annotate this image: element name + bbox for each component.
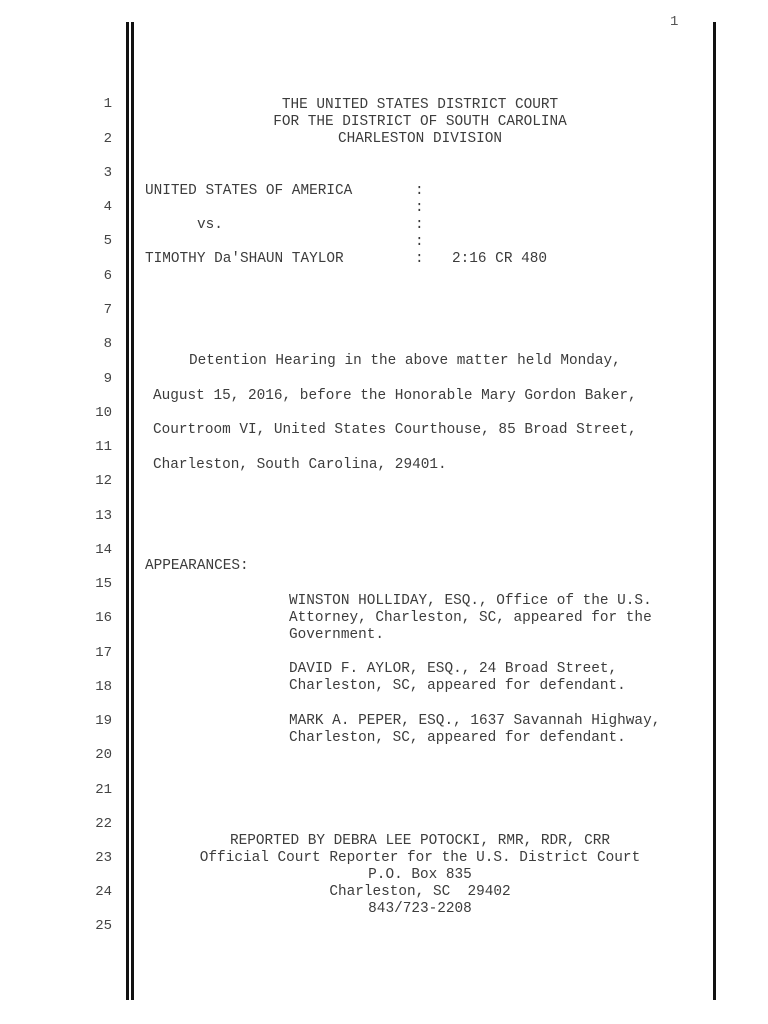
court-district: FOR THE DISTRICT OF SOUTH CAROLINA	[273, 114, 567, 130]
line-number: 25	[95, 918, 112, 934]
plaintiff-name: UNITED STATES OF AMERICA	[145, 183, 353, 199]
right-margin-rule	[713, 22, 716, 1000]
case-number: 2:16 CR 480	[452, 251, 547, 267]
court-name: THE UNITED STATES DISTRICT COURT	[281, 97, 559, 113]
caption-colon: :	[415, 251, 424, 267]
appearance-line: Government.	[289, 627, 384, 643]
appearances-heading: APPEARANCES:	[145, 558, 249, 574]
reporter-line: Charleston, SC 29402	[329, 884, 511, 900]
appearance-line: Charleston, SC, appeared for defendant.	[289, 730, 626, 746]
left-margin-rule-inner	[131, 22, 134, 1000]
appearance-line: DAVID F. AYLOR, ESQ., 24 Broad Street,	[289, 661, 618, 677]
caption-colon: :	[415, 217, 424, 233]
defendant-name: TIMOTHY Da'SHAUN TAYLOR	[145, 251, 344, 267]
line-number: 19	[95, 713, 112, 729]
line-number: 18	[95, 679, 112, 695]
appearance-line: MARK A. PEPER, ESQ., 1637 Savannah Highway,	[289, 713, 661, 729]
caption-colon: :	[415, 234, 424, 250]
line-number: 20	[95, 747, 112, 763]
appearance-line: Attorney, Charleston, SC, appeared for the	[289, 610, 652, 626]
line-number: 10	[95, 405, 112, 421]
hearing-line: August 15, 2016, before the Honorable Mary Gordon Baker,	[153, 388, 637, 404]
left-margin-rule-outer	[126, 22, 129, 1000]
appearance-line: WINSTON HOLLIDAY, ESQ., Office of the U.S.	[289, 593, 652, 609]
reporter-line: P.O. Box 835	[368, 867, 472, 883]
line-number: 6	[103, 268, 112, 284]
line-number: 8	[103, 336, 112, 352]
line-number: 3	[103, 165, 112, 181]
line-number: 9	[103, 371, 112, 387]
reporter-line: Official Court Reporter for the U.S. District Court	[199, 850, 641, 866]
line-number: 11	[95, 439, 112, 455]
line-number: 7	[103, 302, 112, 318]
line-number: 5	[103, 233, 112, 249]
versus-label: vs.	[197, 217, 223, 233]
page-number: 1	[670, 14, 679, 30]
line-number: 22	[95, 816, 112, 832]
line-number: 4	[103, 199, 112, 215]
line-number: 23	[95, 850, 112, 866]
court-division: CHARLESTON DIVISION	[337, 131, 503, 147]
line-number: 14	[95, 542, 112, 558]
line-number: 12	[95, 473, 112, 489]
reporter-line: 843/723-2208	[368, 901, 472, 917]
line-number: 1	[103, 96, 112, 112]
hearing-line: Charleston, South Carolina, 29401.	[153, 457, 447, 473]
hearing-line: Detention Hearing in the above matter held Monday,	[189, 353, 621, 369]
caption-colon: :	[415, 200, 424, 216]
line-number: 16	[95, 610, 112, 626]
line-number: 17	[95, 645, 112, 661]
line-number: 24	[95, 884, 112, 900]
line-number: 2	[103, 131, 112, 147]
appearance-line: Charleston, SC, appeared for defendant.	[289, 678, 626, 694]
line-number: 21	[95, 782, 112, 798]
hearing-line: Courtroom VI, United States Courthouse, 85 Broad Street,	[153, 422, 637, 438]
line-number: 15	[95, 576, 112, 592]
caption-colon: :	[415, 183, 424, 199]
reporter-line: REPORTED BY DEBRA LEE POTOCKI, RMR, RDR, CRR	[230, 833, 610, 849]
line-number: 13	[95, 508, 112, 524]
